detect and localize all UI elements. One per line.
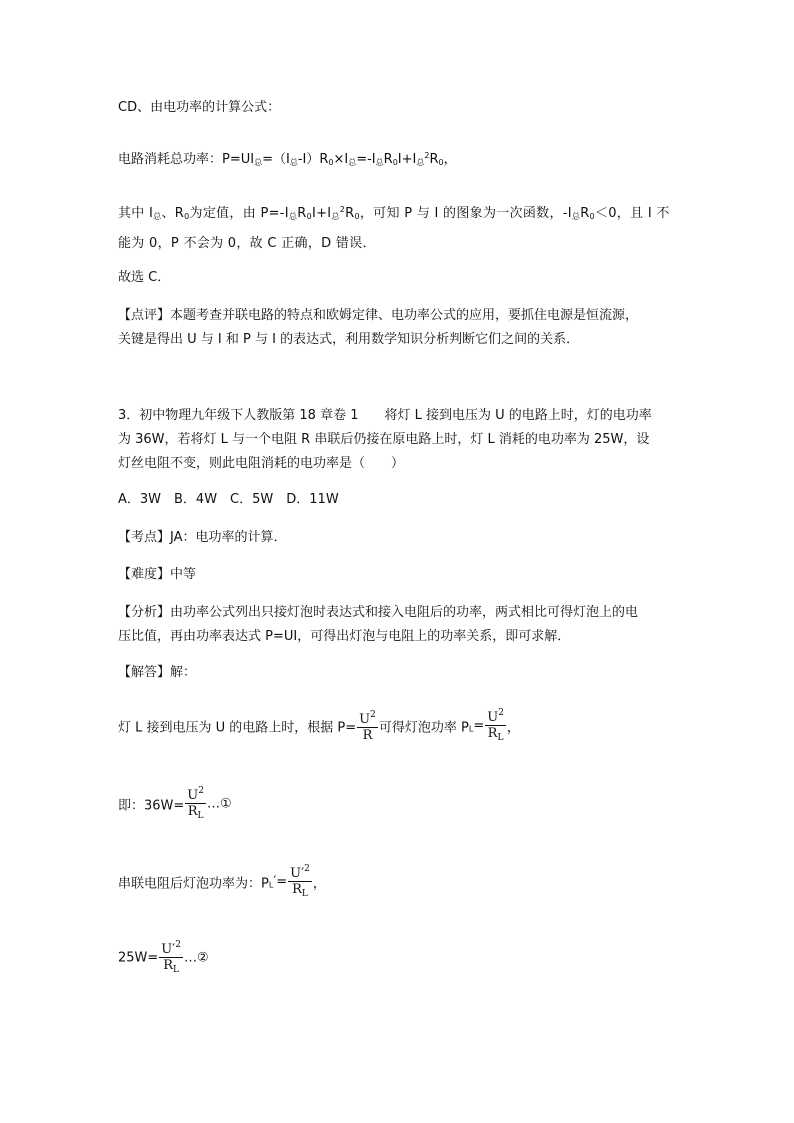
text: ′= [273,874,288,890]
formula-text: I+I [397,152,417,167]
text: 、R [161,206,185,221]
subscript: 0 [354,212,360,221]
denominator: R [487,726,498,741]
fraction-u-prime2-over-rl [288,862,312,902]
cd-heading: CD、由电功率的计算公式： [118,100,281,115]
text: 串联电阻后灯泡功率为：P [118,876,269,892]
text: I+I [311,206,332,221]
denominator: R [163,958,174,973]
kaodian-line: 【考点】JA：电功率的计算． [118,530,287,545]
numerator: U′ [161,942,176,957]
subscript: 0 [589,212,595,221]
denominator: R [187,804,198,819]
comment-line-2: 关键是得出 U 与 I 和 P 与 I 的表达式，利用数学知识分析判断它们之间的关系． [118,332,580,347]
fraction-u2-over-rl [485,706,506,746]
superscript: 2 [498,708,504,718]
subscript: L [173,965,180,975]
text: 其中 I [118,206,154,221]
analysis-line-2: 能为 0，P 不会为 0，故 C 正确，D 错误． [118,236,376,251]
text: 即：36W= [118,798,185,814]
subscript: L [497,733,504,743]
subscript: 0 [438,158,444,167]
superscript: 2 [304,864,310,874]
fraction-u-prime2-over-rl [159,938,183,978]
formula-text: R [383,152,393,167]
fraction-u2-over-rl [185,784,206,824]
solve-line-4 [118,938,209,978]
text: R [297,206,307,221]
formula-text: ×I [333,152,349,167]
subscript: 总 [153,212,162,221]
solve-line-3 [118,862,326,902]
subscript: 总 [289,158,298,167]
difficulty-line: 【难度】中等 [118,567,197,582]
fraction-u2-over-r [357,708,378,744]
formula-text: R [429,152,439,167]
numerator: U [359,712,371,727]
formula-text: =（I [262,152,290,167]
subscript: 0 [306,212,312,221]
subscript: L [301,889,308,899]
subscript: 0 [184,212,190,221]
text: 灯 L 接到电压为 U 的电路上时，根据 P= [118,720,357,736]
solve-line-2 [118,784,232,824]
analysis-line-1 [118,200,670,227]
text: …② [183,950,209,966]
subscript: L [197,811,204,821]
denominator: R [362,728,373,743]
question-3-line-2: 为 36W，若将灯 L 与一个电阻 R 串联后仍接在原电路上时，灯 L 消耗的电功率为 25W，设 [118,432,650,447]
subscript: 总 [254,158,263,167]
numerator: U′ [290,866,305,881]
superscript: 2 [175,940,181,950]
text: 为定值，由 P=-I [189,206,289,221]
text: R [345,206,355,221]
text: = [473,718,485,734]
formula-text: =-I [356,152,376,167]
numerator: U [187,788,199,803]
text: …① [207,796,232,812]
fenxi-line-2: 压比值，再由功率表达式 P=UI，可得出灯泡与电阻上的功率关系，即可求解． [118,629,571,644]
subscript: 总 [375,158,384,167]
subscript: 总 [571,212,581,221]
question-3-line-1: 3．初中物理九年级下人教版第 18 章卷 1 将灯 L 接到电压为 U 的电路上时，灯的电功率 [118,408,652,423]
subscript: L [268,880,274,890]
text: 可得灯泡功率 P [378,720,469,736]
answer-choice: 故选 C． [118,270,171,285]
formula-text: 电路消耗总功率：P=UI [118,152,255,167]
formula-text: ， [443,152,457,167]
comment-line-1: 【点评】本题考查并联电路的特点和欧姆定律、电功率公式的应用，要抓住电源是恒流源， [118,308,639,323]
text: ＜0，且 I 不 [594,206,670,221]
fenxi-line-1: 【分析】由功率公式列出只接灯泡时表达式和接入电阻后的功率，两式相比可得灯泡上的电 [118,605,639,620]
solve-line-1 [118,706,520,746]
question-3-line-3: 灯丝电阻不变，则此电阻消耗的电功率是（ ） [118,456,405,471]
subscript: L [468,724,474,734]
text: ，可知 P 与 I 的图象为一次函数，-I [359,206,572,221]
superscript: 2 [424,151,430,160]
text: ， [312,876,326,892]
subscript: 0 [392,158,398,167]
jieda-heading: 【解答】解： [118,665,197,680]
superscript: 2 [198,786,204,796]
denominator: R [292,882,302,897]
subscript: 总 [348,158,357,167]
text: ， [506,720,520,736]
power-formula-line [118,146,457,173]
subscript: 0 [328,158,334,167]
subscript: 总 [288,212,298,221]
numerator: U [487,710,499,725]
subscript: 总 [416,158,425,167]
superscript: 2 [339,205,346,214]
subscript: 总 [331,212,340,221]
superscript: 2 [370,710,376,720]
text: R [580,206,590,221]
formula-text: -I）R [297,152,329,167]
text: 25W= [118,950,159,966]
options-line: A．3W B．4W C．5W D．11W [118,492,339,507]
